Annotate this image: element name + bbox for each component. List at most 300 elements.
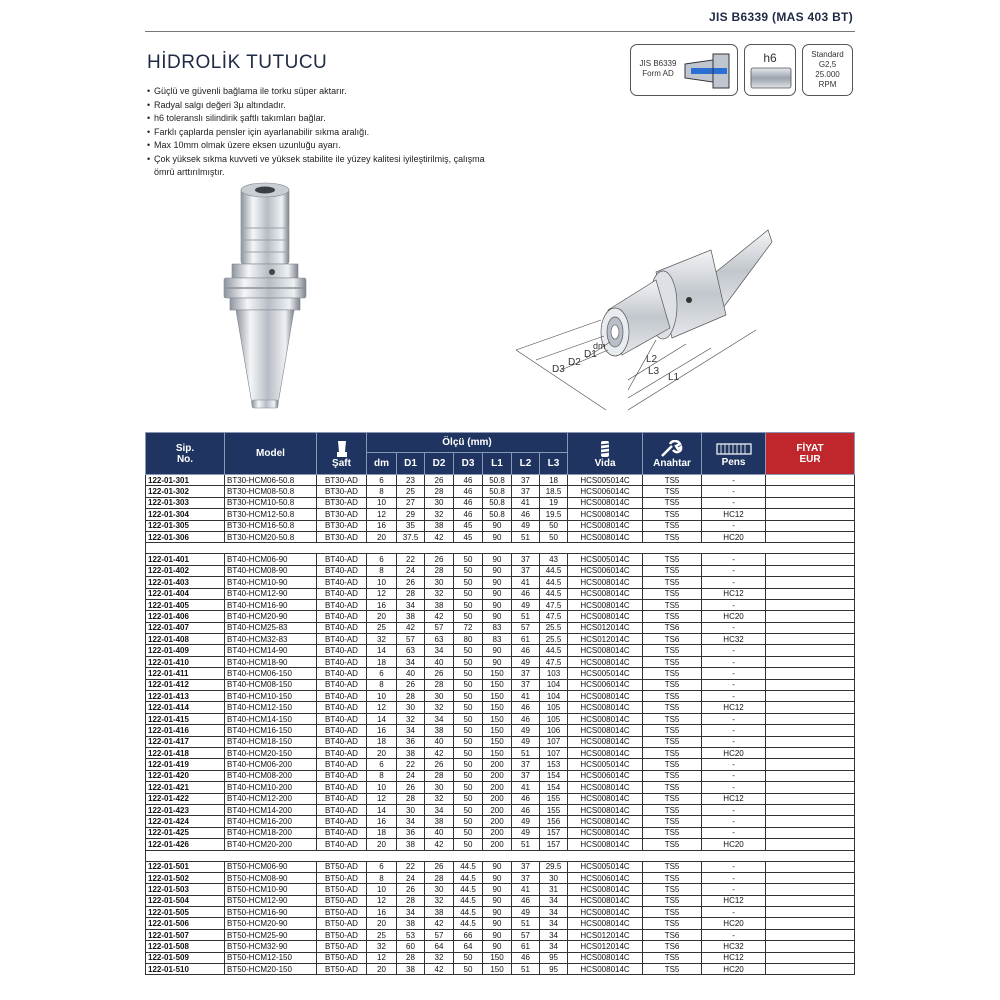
table-row [146, 577, 855, 588]
cell-sip-no: 122-01-406 [146, 611, 225, 622]
cell-model: BT50-HCM10-90 [225, 884, 317, 895]
cell-vida: HCS006014C [568, 565, 643, 576]
cell-saft: BT40-AD [317, 827, 367, 838]
cell-dm: 8 [367, 679, 397, 690]
table-row [146, 565, 855, 576]
cell-vida: HCS008014C [568, 725, 643, 736]
cell-anahtar: TS5 [643, 691, 702, 702]
cell-model: BT50-HCM25-90 [225, 929, 317, 940]
cell-saft: BT40-AD [317, 702, 367, 713]
cell-d3: 50 [454, 611, 483, 622]
form-standard-label: JIS B6339 [639, 59, 677, 68]
cell-d1: 28 [397, 793, 425, 804]
cell-d3: 50 [454, 804, 483, 815]
col-header-l3: L3 [540, 453, 568, 475]
cell-l2: 46 [512, 645, 540, 656]
dm-label: dm [593, 341, 606, 351]
cell-d3: 50 [454, 952, 483, 963]
cell-saft: BT50-AD [317, 861, 367, 872]
table-row [146, 497, 855, 508]
cell-vida: HCS008014C [568, 702, 643, 713]
cell-vida: HCS006014C [568, 872, 643, 883]
table-row [146, 713, 855, 724]
cell-d1: 34 [397, 599, 425, 610]
cell-d1: 34 [397, 816, 425, 827]
cell-pens: HC12 [702, 509, 766, 520]
cell-model: BT40-HCM06-200 [225, 759, 317, 770]
cell-d3: 50 [454, 691, 483, 702]
cell-model: BT40-HCM10-150 [225, 691, 317, 702]
cell-dm: 8 [367, 872, 397, 883]
col-header-saft [317, 433, 367, 475]
cell-price [766, 952, 855, 963]
col-header-pens [702, 433, 766, 475]
cell-d1: 38 [397, 747, 425, 758]
cell-price [766, 941, 855, 952]
cell-pens: - [702, 475, 766, 486]
cell-anahtar: TS5 [643, 793, 702, 804]
cell-saft: BT40-AD [317, 634, 367, 645]
cell-model: BT40-HCM08-200 [225, 770, 317, 781]
cell-vida: HCS012014C [568, 941, 643, 952]
cell-l3: 18.5 [540, 486, 568, 497]
cell-pens: - [702, 759, 766, 770]
cell-d2: 30 [425, 577, 454, 588]
cell-l3: 34 [540, 895, 568, 906]
cell-d3: 44.5 [454, 872, 483, 883]
cell-saft: BT40-AD [317, 599, 367, 610]
cell-l2: 46 [512, 804, 540, 815]
cell-anahtar: TS5 [643, 577, 702, 588]
cell-anahtar: TS5 [643, 565, 702, 576]
header-pens-label: Pens [721, 457, 746, 468]
cell-sip-no: 122-01-421 [146, 782, 225, 793]
cell-d3: 50 [454, 793, 483, 804]
cell-l3: 31 [540, 884, 568, 895]
cell-d1: 38 [397, 964, 425, 975]
cell-anahtar: TS5 [643, 497, 702, 508]
cell-vida: HCS008014C [568, 691, 643, 702]
table-row [146, 679, 855, 690]
cell-pens: - [702, 645, 766, 656]
cell-vida: HCS006014C [568, 486, 643, 497]
cell-pens: - [702, 599, 766, 610]
cell-d1: 27 [397, 497, 425, 508]
cell-anahtar: TS5 [643, 554, 702, 565]
cell-l3: 154 [540, 782, 568, 793]
cell-l2: 49 [512, 827, 540, 838]
cell-saft: BT40-AD [317, 554, 367, 565]
table-row [146, 509, 855, 520]
cell-anahtar: TS5 [643, 599, 702, 610]
cell-d2: 42 [425, 531, 454, 542]
cell-saft: BT50-AD [317, 941, 367, 952]
table-row [146, 554, 855, 565]
dimension-diagram [506, 220, 776, 420]
cell-anahtar: TS5 [643, 645, 702, 656]
cell-l1: 50.8 [483, 475, 512, 486]
cell-anahtar: TS6 [643, 929, 702, 940]
cell-price [766, 964, 855, 975]
cell-saft: BT40-AD [317, 804, 367, 815]
cell-sip-no: 122-01-504 [146, 895, 225, 906]
cell-pens: - [702, 622, 766, 633]
cell-saft: BT30-AD [317, 509, 367, 520]
page-title: HİDROLİK TUTUCU [147, 52, 328, 73]
cell-price [766, 702, 855, 713]
cell-model: BT40-HCM16-200 [225, 816, 317, 827]
balance-grade-label: G2,5 [818, 60, 837, 69]
cell-l2: 46 [512, 952, 540, 963]
cell-l1: 90 [483, 531, 512, 542]
feature-item: • Farklı çaplarda pensler için ayarlanabilir sıkma aralığı. [147, 126, 487, 140]
cell-l1: 200 [483, 759, 512, 770]
cell-price [766, 634, 855, 645]
cell-vida: HCS008014C [568, 656, 643, 667]
cell-sip-no: 122-01-409 [146, 645, 225, 656]
cell-l2: 46 [512, 713, 540, 724]
cell-dm: 6 [367, 759, 397, 770]
cell-vida: HCS008014C [568, 793, 643, 804]
cell-pens: - [702, 577, 766, 588]
d1-label: D1 [584, 349, 597, 360]
cell-dm: 20 [367, 964, 397, 975]
header-eur-label: EUR [799, 453, 821, 465]
cell-price [766, 804, 855, 815]
cell-sip-no: 122-01-416 [146, 725, 225, 736]
cell-l3: 104 [540, 691, 568, 702]
cell-vida: HCS005014C [568, 759, 643, 770]
cell-l1: 90 [483, 895, 512, 906]
cell-d2: 38 [425, 725, 454, 736]
cell-price [766, 839, 855, 850]
cell-anahtar: TS5 [643, 964, 702, 975]
cell-anahtar: TS5 [643, 486, 702, 497]
cell-model: BT40-HCM18-150 [225, 736, 317, 747]
cell-l1: 150 [483, 952, 512, 963]
cell-vida: HCS008014C [568, 918, 643, 929]
cell-l2: 41 [512, 497, 540, 508]
cell-model: BT40-HCM32-83 [225, 634, 317, 645]
cell-vida: HCS008014C [568, 816, 643, 827]
cell-d2: 30 [425, 884, 454, 895]
cell-anahtar: TS5 [643, 827, 702, 838]
cell-pens: HC12 [702, 702, 766, 713]
cell-price [766, 497, 855, 508]
cell-price [766, 770, 855, 781]
cell-saft: BT30-AD [317, 520, 367, 531]
standard-label: JIS B6339 (MAS 403 BT) [709, 10, 853, 24]
table-row [146, 736, 855, 747]
cell-dm: 14 [367, 645, 397, 656]
cell-l1: 90 [483, 554, 512, 565]
cell-d1: 38 [397, 611, 425, 622]
cell-l3: 50 [540, 520, 568, 531]
cell-d2: 32 [425, 702, 454, 713]
cell-anahtar: TS5 [643, 907, 702, 918]
cell-l2: 46 [512, 702, 540, 713]
cell-vida: HCS008014C [568, 713, 643, 724]
cell-anahtar: TS5 [643, 884, 702, 895]
cell-l1: 200 [483, 816, 512, 827]
table-row [146, 656, 855, 667]
cell-price [766, 475, 855, 486]
cell-dm: 16 [367, 599, 397, 610]
cell-price [766, 565, 855, 576]
cell-l1: 90 [483, 611, 512, 622]
cell-price [766, 622, 855, 633]
cell-dm: 10 [367, 782, 397, 793]
tolerance-icon-box [744, 44, 796, 96]
cell-pens: HC12 [702, 952, 766, 963]
cell-l3: 50 [540, 531, 568, 542]
l3-label: L3 [648, 366, 660, 377]
cell-anahtar: TS5 [643, 736, 702, 747]
table-row [146, 816, 855, 827]
cell-sip-no: 122-01-412 [146, 679, 225, 690]
cell-anahtar: TS5 [643, 531, 702, 542]
cell-d3: 46 [454, 509, 483, 520]
cell-price [766, 782, 855, 793]
cell-l2: 51 [512, 611, 540, 622]
cell-dm: 16 [367, 725, 397, 736]
cell-model: BT40-HCM06-90 [225, 554, 317, 565]
cell-anahtar: TS5 [643, 816, 702, 827]
cell-sip-no: 122-01-415 [146, 713, 225, 724]
cell-d3: 50 [454, 588, 483, 599]
cell-saft: BT40-AD [317, 588, 367, 599]
cell-l2: 41 [512, 884, 540, 895]
cell-anahtar: TS5 [643, 702, 702, 713]
cell-saft: BT40-AD [317, 713, 367, 724]
cell-dm: 16 [367, 816, 397, 827]
cell-price [766, 747, 855, 758]
l1-label: L1 [668, 372, 680, 383]
cell-sip-no: 122-01-405 [146, 599, 225, 610]
cell-d2: 32 [425, 793, 454, 804]
cell-l3: 107 [540, 747, 568, 758]
cell-dm: 8 [367, 770, 397, 781]
cell-vida: HCS005014C [568, 554, 643, 565]
cell-sip-no: 122-01-306 [146, 531, 225, 542]
cell-sip-no: 122-01-305 [146, 520, 225, 531]
cell-dm: 20 [367, 839, 397, 850]
cell-d1: 42 [397, 622, 425, 633]
cell-l1: 150 [483, 702, 512, 713]
cell-l3: 105 [540, 713, 568, 724]
cell-l3: 43 [540, 554, 568, 565]
cell-l1: 200 [483, 839, 512, 850]
cell-l3: 47.5 [540, 611, 568, 622]
cell-price [766, 577, 855, 588]
cell-model: BT50-HCM12-90 [225, 895, 317, 906]
cell-sip-no: 122-01-301 [146, 475, 225, 486]
cell-d3: 80 [454, 634, 483, 645]
table-row [146, 964, 855, 975]
cell-price [766, 872, 855, 883]
cell-sip-no: 122-01-401 [146, 554, 225, 565]
cell-l3: 107 [540, 736, 568, 747]
cell-model: BT40-HCM20-200 [225, 839, 317, 850]
cell-l1: 200 [483, 793, 512, 804]
cell-saft: BT40-AD [317, 839, 367, 850]
table-row [146, 929, 855, 940]
cell-pens: - [702, 656, 766, 667]
cell-saft: BT30-AD [317, 497, 367, 508]
cell-vida: HCS008014C [568, 588, 643, 599]
cell-sip-no: 122-01-510 [146, 964, 225, 975]
cell-price [766, 861, 855, 872]
balance-speed-label: 25.000 [815, 70, 840, 79]
cell-model: BT50-HCM08-90 [225, 872, 317, 883]
cell-vida: HCS012014C [568, 634, 643, 645]
cell-dm: 10 [367, 691, 397, 702]
cell-anahtar: TS5 [643, 656, 702, 667]
cell-l1: 200 [483, 827, 512, 838]
cell-l3: 18 [540, 475, 568, 486]
table-row [146, 872, 855, 883]
cell-l1: 90 [483, 941, 512, 952]
cell-d1: 26 [397, 577, 425, 588]
cell-sip-no: 122-01-423 [146, 804, 225, 815]
cell-d1: 25 [397, 486, 425, 497]
form-type-label: Form AD [642, 69, 674, 78]
cell-vida: HCS008014C [568, 520, 643, 531]
cell-sip-no: 122-01-417 [146, 736, 225, 747]
cell-anahtar: TS6 [643, 622, 702, 633]
cell-saft: BT50-AD [317, 918, 367, 929]
cell-d1: 24 [397, 770, 425, 781]
col-header-d3: D3 [454, 453, 483, 475]
cell-vida: HCS012014C [568, 622, 643, 633]
cell-anahtar: TS5 [643, 952, 702, 963]
cell-price [766, 645, 855, 656]
cell-dm: 12 [367, 952, 397, 963]
cell-price [766, 691, 855, 702]
cell-l1: 90 [483, 872, 512, 883]
cell-d2: 57 [425, 929, 454, 940]
hydraulic-holder-photo [210, 178, 320, 412]
cell-anahtar: TS6 [643, 634, 702, 645]
header-no-label: No. [176, 453, 194, 465]
cell-l1: 90 [483, 645, 512, 656]
cell-dm: 14 [367, 713, 397, 724]
cell-model: BT50-HCM20-150 [225, 964, 317, 975]
cell-dm: 20 [367, 531, 397, 542]
cell-vida: HCS008014C [568, 645, 643, 656]
cell-model: BT50-HCM06-90 [225, 861, 317, 872]
cell-saft: BT40-AD [317, 622, 367, 633]
cell-model: BT40-HCM06-150 [225, 668, 317, 679]
cell-model: BT50-HCM16-90 [225, 907, 317, 918]
cell-model: BT40-HCM12-90 [225, 588, 317, 599]
cell-pens: HC32 [702, 941, 766, 952]
cell-l3: 34 [540, 941, 568, 952]
cell-l2: 49 [512, 736, 540, 747]
cell-d3: 50 [454, 656, 483, 667]
cell-vida: HCS008014C [568, 599, 643, 610]
cell-dm: 10 [367, 497, 397, 508]
cell-d2: 32 [425, 588, 454, 599]
cell-saft: BT40-AD [317, 691, 367, 702]
cell-l3: 34 [540, 918, 568, 929]
cell-saft: BT50-AD [317, 872, 367, 883]
cell-l2: 51 [512, 747, 540, 758]
cell-pens: - [702, 816, 766, 827]
cell-d3: 50 [454, 759, 483, 770]
cell-d1: 38 [397, 918, 425, 929]
cell-saft: BT40-AD [317, 611, 367, 622]
cell-price [766, 611, 855, 622]
cell-model: BT30-HCM10-50.8 [225, 497, 317, 508]
cell-d2: 34 [425, 804, 454, 815]
cell-l2: 46 [512, 588, 540, 599]
cell-d1: 34 [397, 725, 425, 736]
cell-l1: 200 [483, 782, 512, 793]
cell-l3: 155 [540, 793, 568, 804]
cell-d3: 44.5 [454, 907, 483, 918]
cell-l2: 41 [512, 577, 540, 588]
cell-dm: 6 [367, 475, 397, 486]
cell-l3: 44.5 [540, 577, 568, 588]
cell-dm: 20 [367, 918, 397, 929]
cell-anahtar: TS5 [643, 725, 702, 736]
cell-l3: 44.5 [540, 565, 568, 576]
cell-l2: 37 [512, 668, 540, 679]
cell-saft: BT50-AD [317, 907, 367, 918]
cell-price [766, 554, 855, 565]
d3-label: D3 [552, 364, 565, 375]
cell-d3: 44.5 [454, 861, 483, 872]
cell-model: BT50-HCM20-90 [225, 918, 317, 929]
cell-d1: 28 [397, 952, 425, 963]
feature-list [147, 85, 487, 180]
cell-pens: - [702, 679, 766, 690]
cell-model: BT40-HCM12-200 [225, 793, 317, 804]
cell-pens: - [702, 713, 766, 724]
cell-d1: 23 [397, 475, 425, 486]
cell-price [766, 929, 855, 940]
screw-icon [598, 440, 612, 458]
cell-l3: 155 [540, 804, 568, 815]
cell-l1: 90 [483, 656, 512, 667]
cell-pens: HC20 [702, 964, 766, 975]
feature-item: • Çok yüksek sıkma kuvveti ve yüksek stabilite ile yüzey kalitesi iyileştirilmiş, çalışma ömrü arttırılmıştır. [147, 153, 487, 180]
cell-dm: 12 [367, 793, 397, 804]
cell-vida: HCS008014C [568, 839, 643, 850]
cell-d2: 30 [425, 691, 454, 702]
cell-price [766, 599, 855, 610]
cell-d1: 24 [397, 872, 425, 883]
cell-pens: - [702, 497, 766, 508]
cell-dm: 8 [367, 486, 397, 497]
cell-d3: 72 [454, 622, 483, 633]
cell-d1: 30 [397, 804, 425, 815]
cell-price [766, 793, 855, 804]
cell-d2: 42 [425, 964, 454, 975]
table-row [146, 645, 855, 656]
feature-item: • Güçlü ve güvenli bağlama ile torku süper aktarır. [147, 85, 487, 99]
cell-l1: 150 [483, 964, 512, 975]
cell-model: BT40-HCM16-150 [225, 725, 317, 736]
cell-model: BT30-HCM16-50.8 [225, 520, 317, 531]
cell-dm: 8 [367, 565, 397, 576]
cell-d2: 38 [425, 520, 454, 531]
cell-d3: 45 [454, 520, 483, 531]
cell-anahtar: TS5 [643, 804, 702, 815]
cell-l2: 41 [512, 691, 540, 702]
cell-dm: 12 [367, 895, 397, 906]
